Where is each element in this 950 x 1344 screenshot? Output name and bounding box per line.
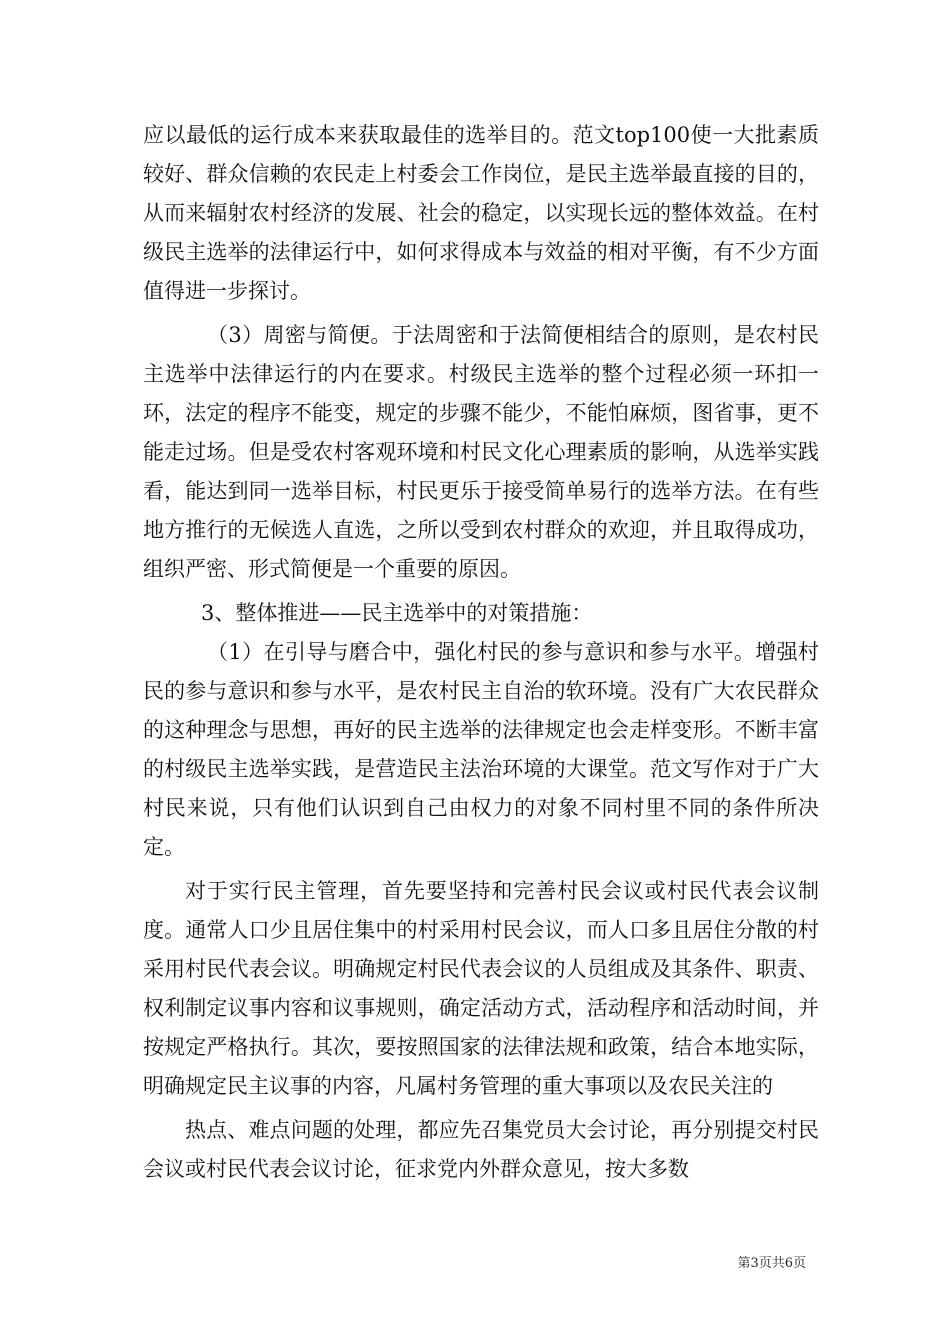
section-heading: 3、整体推进——民主选举中的对策措施：: [201, 601, 593, 625]
paragraph-3: （1）在引导与磨合中，强化村民的参与意识和参与水平。增强村民的参与意识和参与水平，是农村民主自治的软环境。没有广大农民群众的这种理念与思想，再好的民主选举的法律规定也会走样变形。不断丰富的村级民主选举实践，是营造民主法治环境的大课堂。范文写作对于广大村民来说，只有他们认识到自己由权力的对象不同村里不同的条件所决定。: [143, 640, 819, 859]
paragraph-2: （3）周密与简便。于法周密和于法简便相结合的原则，是农村民主选举中法律运行的内在要求。村级民主选举的整个过程必须一环扣一环，法定的程序不能变，规定的步骤不能少，不能怕麻烦，图省事，更不能走过场。但是受农村客观环境和村民文化心理素质的影响，从选举实践看，能达到同一选举目标，村民更乐于接受简单易行的选举方法。在有些地方推行的无候选人直选，之所以受到农村群众的欢迎，并且取得成功，组织严密、形式简便是一个重要的原因。: [143, 323, 819, 581]
paragraph-1: 应以最低的运行成本来获取最佳的选举目的。范文top100使一大批素质较好、群众信赖的农民走上村委会工作岗位，是民主选举最直接的目的，从而来辐射农村经济的发展、社会的稳定，以实现长远的整体效益。在村级民主选举的法律运行中，如何求得成本与效益的相对平衡，有不少方面值得进一步探讨。: [143, 123, 819, 303]
paragraph-5: 热点、难点问题的处理，都应先召集党员大会讨论，再分别提交村民会议或村民代表会议讨论，征求党内外群众意见，按大多数: [143, 1118, 819, 1181]
document-body: [143, 116, 819, 1189]
page-number: 第3页共6页: [737, 1256, 806, 1271]
paragraph-4: 对于实行民主管理，首先要坚持和完善村民会议或村民代表会议制度。通常人口少且居住集中的村采用村民会议，而人口多且居住分散的村采用村民代表会议。明确规定村民代表会议的人员组成及其条件、职责、权利制定议事内容和议事规则，确定活动方式，活动程序和活动时间，并按规定严格执行。其次，要按照国家的法律法规和政策，结合本地实际，明确规定民主议事的内容，凡属村务管理的重大事项以及农民关注的: [143, 879, 819, 1098]
